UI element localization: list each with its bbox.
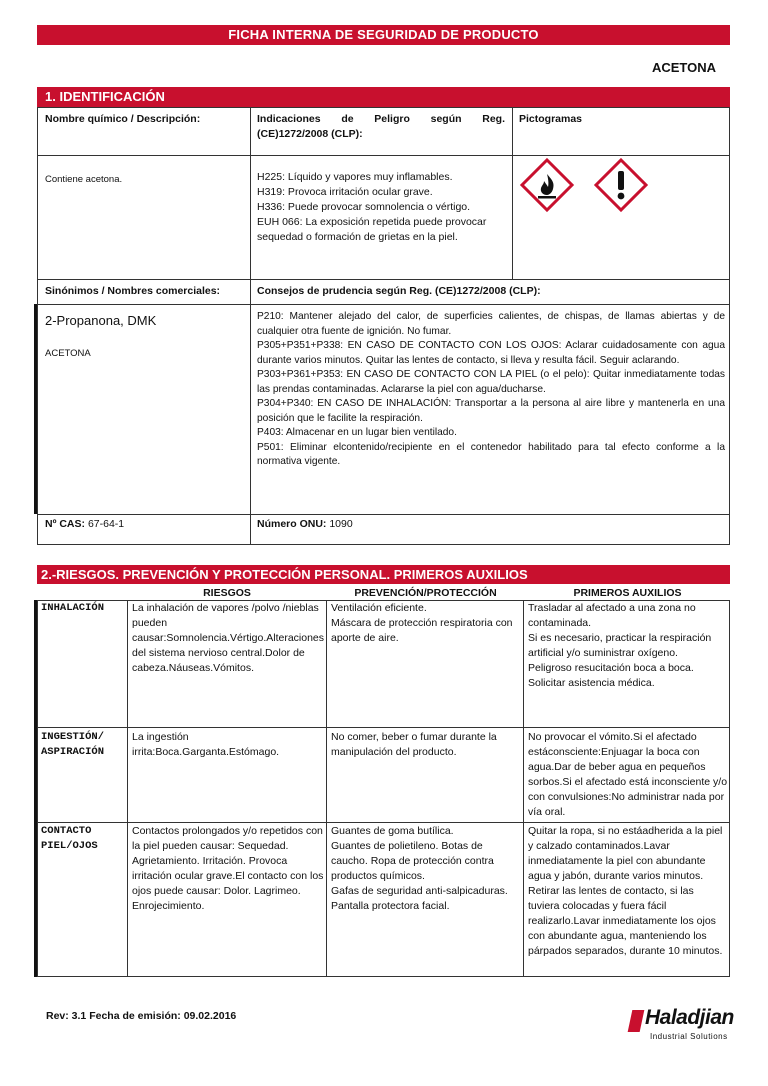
left-thick-bar <box>34 304 37 514</box>
logo-subtitle: Industrial Solutions <box>650 1032 728 1041</box>
flame-pictogram-icon <box>519 157 575 213</box>
header-chemical-name: Nombre químico / Descripción: <box>45 113 201 125</box>
risk-col-divider-3 <box>523 600 524 977</box>
route-contact: CONTACTO PIEL/OJOS <box>41 825 98 852</box>
route-ingestion: INGESTIÓN/ ASPIRACIÓN <box>41 731 105 758</box>
prevention-ingestion: No comer, beber o fumar durante la manipulación del producto. <box>331 731 497 758</box>
document-title: FICHA INTERNA DE SEGURIDAD DE PRODUCTO <box>37 25 730 45</box>
cas-value: 67-64-1 <box>87 518 125 530</box>
risk-row-divider-1 <box>37 727 730 728</box>
row-divider-1 <box>37 155 730 156</box>
section-1-heading: 1. IDENTIFICACIÓN <box>37 87 730 107</box>
chemical-description: Contiene acetona. <box>45 174 123 185</box>
risks-ingestion: La ingestión irrita:Boca.Garganta.Estómago. <box>132 731 280 758</box>
prevention-contact: Guantes de goma butílica. Guantes de polietileno. Botas de caucho. Ropa de protección contra productos químicos. Gafas de seguridad anti-salpicaduras. Pantalla protectora facial. <box>331 825 508 912</box>
first-aid-inhalation: Trasladar al afectado a una zona no contaminada. Si es necesario, practicar la respiración artificial y/o suministrar oxígeno. Peligroso resucitación boca a boca. Solicitar asistencia médica. <box>528 602 712 689</box>
row-divider-4 <box>37 514 730 515</box>
revision-info: Rev: 3.1 Fecha de emisión: 09.02.2016 <box>46 1010 237 1022</box>
header-prevention: PREVENCIÓN/PROTECCIÓN <box>354 587 497 599</box>
first-aid-ingestion: No provocar el vómito.Si el afectado estáconsciente:Enjuagar la boca con agua.Dar de beber agua en pequeños sorbos.Si el afectado está inconsciente y/o con convulsiones:No administrar nada por vía oral. <box>528 731 728 818</box>
onu-number <box>257 517 457 532</box>
route-inhalation: INHALACIÓN <box>41 602 105 614</box>
onu-label: Número ONU: <box>257 518 327 530</box>
synonym-1: 2-Propanona, DMK <box>45 313 157 328</box>
onu-value: 1090 <box>329 518 353 530</box>
precautionary-statements: P210: Mantener alejado del calor, de superficies calientes, de chispas, de llamas abiertas y de cualquier otra fuente de ignición. No fumar. P305+P351+P338: EN CASO DE CONTACTO CON LOS OJOS: Aclarar cuidadosamente con agua durante varios minutos. Quitar las lentes de contacto, si lleva y resulta fácil. Seguir aclarando. P303+P361+P353: EN CASO DE CONTACTO CON LA PIEL (o el pelo): Quitar inmediatamente todas las prendas contaminadas. Aclararse la piel con agua/ducharse. P304+P340: EN CASO DE INHALACIÓN: Transportar a la persona al aire libre y mantenerla en una posición que le facilite la respiración. P403: Almacenar en un lugar bien ventilado. P501: Eliminar elcontenido/recipiente en el contenedor habilitado para tal efecto conforme a la normativa vigente. <box>257 311 725 467</box>
header-risks: RIESGOS <box>203 587 251 599</box>
risk-col-divider-1 <box>127 600 128 977</box>
header-first-aid: PRIMEROS AUXILIOS <box>573 587 682 599</box>
col-divider-1 <box>250 107 251 545</box>
company-logo <box>630 1006 734 1042</box>
synonym-2: ACETONA <box>45 348 91 359</box>
cas-label: Nº CAS: <box>45 518 86 530</box>
risk-col-divider-2 <box>326 600 327 977</box>
product-name: ACETONA <box>651 60 716 75</box>
logo-mark-icon <box>628 1010 645 1032</box>
row-divider-2 <box>37 279 730 280</box>
cas-number <box>45 517 245 532</box>
header-precautionary: Consejos de prudencia según Reg. (CE)1272/2008 (CLP): <box>257 285 541 297</box>
col-divider-2 <box>512 107 513 279</box>
risks-inhalation: La inhalación de vapores /polvo /nieblas pueden causar:Somnolencia.Vértigo.Alteraciones del sistema nervioso central.Dolor de cabeza.Náuseas.Vómitos. <box>132 602 325 674</box>
prevention-inhalation: Ventilación eficiente. Máscara de protección respiratoria con aporte de aire. <box>331 602 513 644</box>
logo-name: Haladjian <box>645 1006 734 1029</box>
header-synonyms: Sinónimos / Nombres comerciales: <box>45 285 221 297</box>
row-divider-3 <box>37 304 730 305</box>
risks-contact: Contactos prolongados y/o repetidos con la piel pueden causar: Sequedad. Agrietamiento. Irritación. Provoca irritación ocular grave.El contacto con los ojos puede causar: Dolor. Lagrimeo. Enrojecimiento. <box>132 825 324 912</box>
hazard-statements: H225: Líquido y vapores muy inflamables. H319: Provoca irritación ocular grave. H336: Puede provocar somnolencia o vértigo. EUH 066: La exposición repetida puede provocar sequedad o formación de grietas en la piel. <box>257 171 487 243</box>
first-aid-contact: Quitar la ropa, si no estáadherida a la piel y calzado contaminados.Lavar inmediatamente la piel con abundante agua y jabón, durante varios minutos. Retirar las lentes de contacto, si las tuviera colocadas y fuera fácil realizarlo.Lavar inmediatamente los ojos con abundante agua, manteniendo los párpados separados, durante 10 minutos. <box>528 825 723 957</box>
risk-row-divider-2 <box>37 822 730 823</box>
exclamation-pictogram-icon <box>593 157 649 213</box>
header-hazard-statements: Indicaciones de Peligro según Reg. (CE)1272/2008 (CLP): <box>257 113 505 140</box>
section-2-heading: 2.-RIESGOS. PREVENCIÓN Y PROTECCIÓN PERSONAL. PRIMEROS AUXILIOS <box>37 565 730 584</box>
header-pictograms: Pictogramas <box>519 113 583 125</box>
risk-left-thick-bar <box>34 600 37 977</box>
